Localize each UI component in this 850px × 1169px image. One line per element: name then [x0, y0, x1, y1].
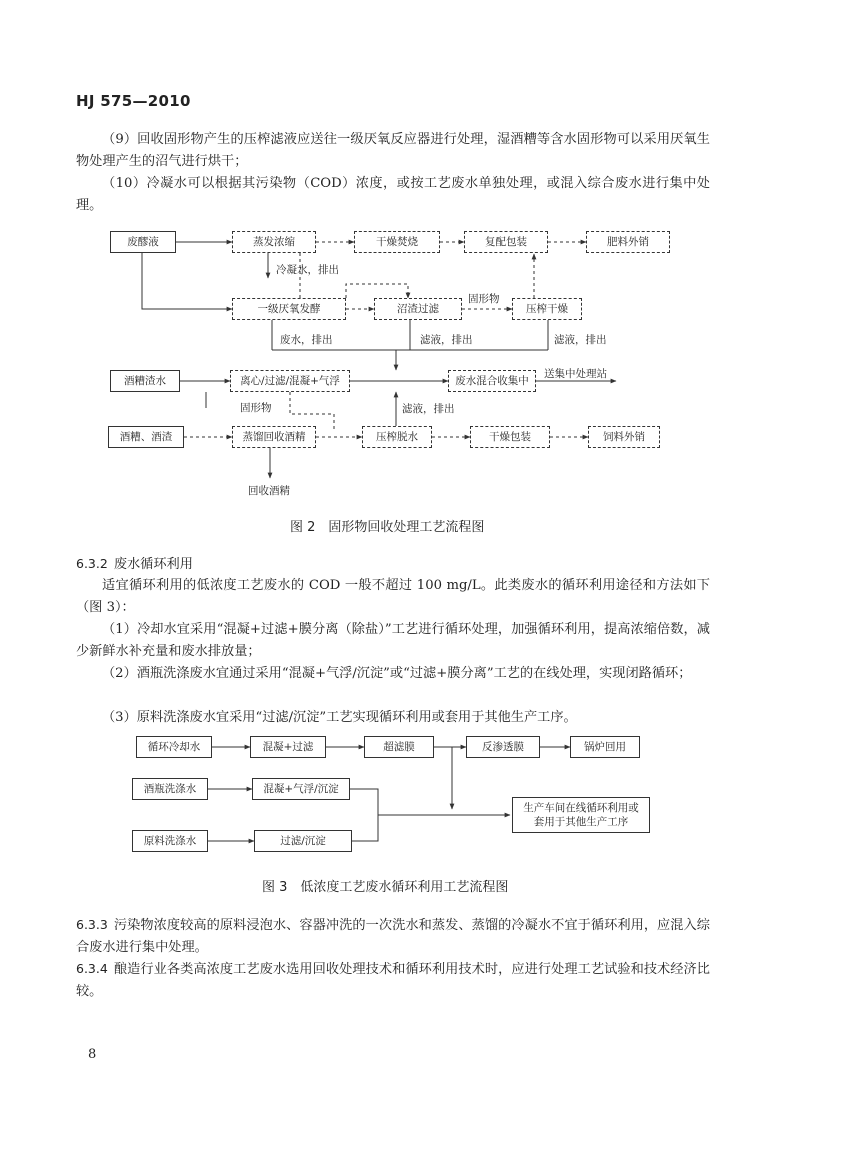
document-header: HJ 575—2010	[76, 92, 191, 110]
section-6-3-2-item-3: （3）原料洗涤废水宜采用“过滤/沉淀”工艺实现循环利用或套用于其他生产工序。	[102, 710, 577, 725]
flow-box-dry-incinerate: 干燥焚烧	[354, 231, 440, 253]
section-6-3-4	[76, 958, 710, 1003]
flow-box-coag-flotation: 混凝+气浮/沉淀	[252, 778, 350, 800]
flow-box-sludge-filter: 沼渣过滤	[374, 298, 462, 320]
flow-box-compound-pack: 复配包装	[464, 231, 548, 253]
flow-box-raw-wash-water: 原料洗涤水	[132, 830, 208, 852]
flow-box-fertilizer-sale: 肥料外销	[586, 231, 670, 253]
section-text: 污染物浓度较高的原料浸泡水、容器冲洗的一次洗水和蒸发、蒸馏的冷凝水不宜于循环利用，应混入综合废水进行集中处理。	[76, 918, 710, 955]
flow-box-distillers-grains: 酒糟、酒渣	[108, 426, 184, 448]
flow-box-boiler-reuse: 锅炉回用	[570, 736, 640, 758]
figure-3-caption: 图 3 低浓度工艺废水循环利用工艺流程图	[262, 880, 509, 895]
flow-label-central-station: 送集中处理站	[544, 368, 607, 380]
flow-box-evaporation: 蒸发浓缩	[232, 231, 316, 253]
flow-box-online-recycle: 生产车间在线循环利用或套用于其他生产工序	[512, 797, 650, 833]
flow-label-filtrate-3: 滤液，排出	[402, 403, 455, 415]
flow-box-anaerobic: 一级厌氧发酵	[232, 298, 346, 320]
flow-box-press-dewater: 压榨脱水	[362, 426, 432, 448]
flow-label-filtrate-2: 滤液，排出	[554, 334, 607, 346]
flow-box-feed-sale: 饲料外销	[588, 426, 660, 448]
section-number: 6.3.2	[76, 556, 108, 571]
flow-box-filter-settle: 过滤/沉淀	[254, 830, 352, 852]
section-6-3-2-item-1: （1）冷却水宜采用“混凝+过滤+膜分离（除盐）”工艺进行循环处理，加强循环利用，提高浓缩倍数，减少新鲜水补充量和废水排放量；	[76, 622, 710, 659]
flow-box-ultrafiltration: 超滤膜	[364, 736, 434, 758]
flow-label-wastewater: 废水，排出	[280, 334, 333, 346]
figure-2-caption: 图 2 固形物回收处理工艺流程图	[290, 520, 485, 535]
flow-box-dry-pack: 干燥包装	[470, 426, 550, 448]
flow-box-mixed-collection: 废水混合收集中	[448, 370, 536, 392]
flow-box-distill-alcohol: 蒸馏回收酒精	[232, 426, 316, 448]
section-text: 酿造行业各类高浓度工艺废水选用回收处理技术和循环利用技术时，应进行处理工艺试验和技术经济比较。	[76, 962, 710, 999]
flow-label-recovered-alcohol: 回收酒精	[248, 485, 290, 497]
section-number: 6.3.3	[76, 917, 108, 932]
flow-box-press-dry: 压榨干燥	[512, 298, 582, 320]
section-number: 6.3.4	[76, 961, 108, 976]
paragraph-item-9: （9）回收固形物产生的压榨滤液应送往一级厌氧反应器进行处理，湿酒糟等含水固形物可以采用厌氧生物处理产生的沼气进行烘干；	[76, 132, 710, 169]
flow-box-coag-filter: 混凝+过滤	[250, 736, 326, 758]
flow-label-condensate: 冷凝水，排出	[276, 264, 339, 276]
flow-box-lees-water: 酒糟渣水	[110, 370, 180, 392]
section-6-3-2-item-2: （2）酒瓶洗涤废水宜通过采用“混凝+气浮/沉淀”或“过滤+膜分离”工艺的在线处理，实现闭路循环；	[102, 666, 692, 681]
flow-label-solids: 固形物	[468, 293, 500, 305]
flow-label-solids-2: 固形物	[240, 402, 272, 414]
flow-box-centrifuge: 离心/过滤/混凝+气浮	[230, 370, 350, 392]
flow-box-reverse-osmosis: 反渗透膜	[466, 736, 540, 758]
section-6-3-3	[76, 914, 710, 959]
paragraph-item-10: （10）冷凝水可以根据其污染物（COD）浓度，或按工艺废水单独处理，或混入综合废水进行集中处理。	[76, 176, 710, 213]
flow-box-cooling-water: 循环冷却水	[136, 736, 212, 758]
section-title: 废水循环利用	[113, 557, 193, 572]
flow-box-bottle-wash-water: 酒瓶洗涤水	[132, 778, 208, 800]
section-6-3-2-intro: 适宜循环利用的低浓度工艺废水的 COD 一般不超过 100 mg/L。此类废水的循环利用途径和方法如下（图 3）：	[76, 578, 710, 615]
flow-label-filtrate-1: 滤液，排出	[420, 334, 473, 346]
flow-box-waste-mash: 废醪液	[110, 231, 176, 253]
page-number: 8	[88, 1047, 97, 1062]
